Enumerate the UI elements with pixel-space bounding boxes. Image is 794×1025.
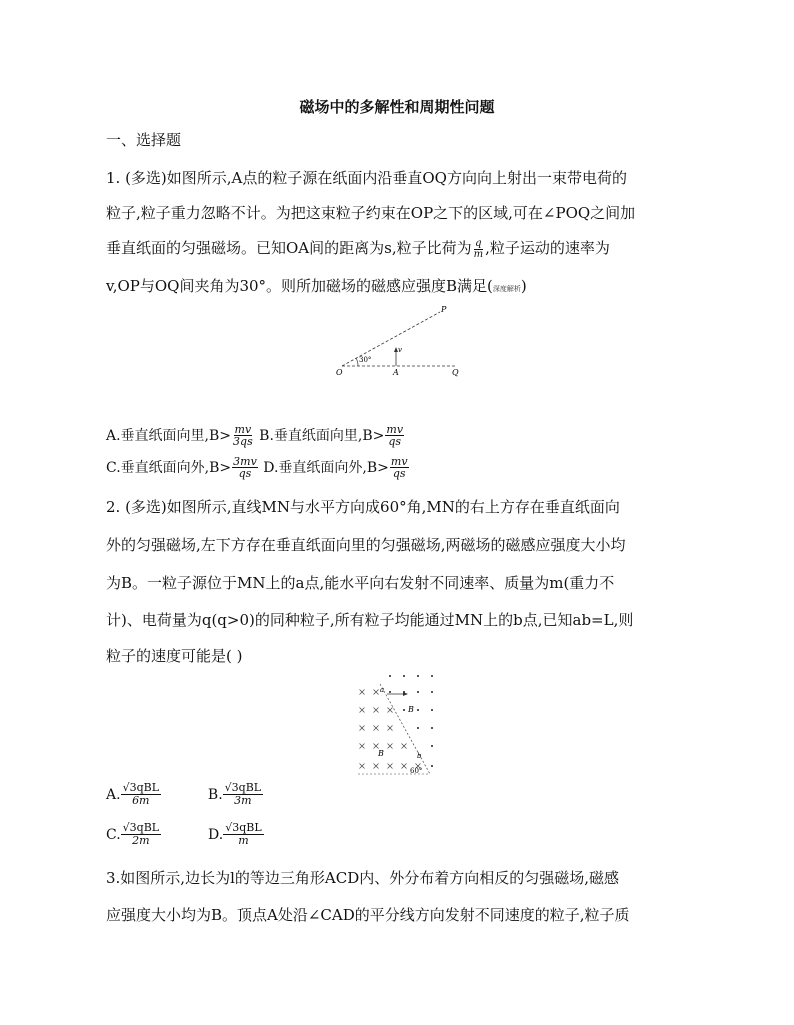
page-title: 磁场中的多解性和周期性问题 [299, 98, 495, 116]
field-in-cross [388, 726, 393, 731]
field-in-cross [374, 744, 379, 749]
field-in-cross [388, 764, 393, 769]
q1-line2: 粒子,粒子重力忽略不计。为把这束粒子约束在OP之下的区域,可在∠POQ之间加 [106, 204, 636, 222]
q3-line2: 应强度大小均为B。顶点A处沿∠CAD的平分线方向发射不同速度的粒子,粒子质 [106, 906, 630, 924]
field-out-dot [417, 709, 419, 711]
field-out-dot [417, 691, 419, 693]
q1-line3-tail: ,粒子运动的速率为 [485, 239, 610, 257]
label-a: a [380, 686, 385, 694]
label-B-lower: B [378, 749, 384, 758]
field-in-cross [360, 726, 365, 731]
field-out-dot [431, 675, 433, 677]
label-v: v [398, 346, 402, 354]
field-in-cross [374, 690, 379, 695]
angle-arc [356, 358, 358, 366]
charge-mass-ratio [473, 239, 484, 260]
q1-options-row1 [106, 424, 405, 447]
q2-line2: 外的匀强磁场,左下方存在垂直纸面向里的匀强磁场,两磁场的磁感应强度大小均 [106, 536, 626, 554]
field-out-dot [403, 675, 405, 677]
label-30deg: 30° [359, 356, 372, 364]
field-in-cross [360, 764, 365, 769]
section-heading: 一、选择题 [106, 131, 182, 149]
q2-line5: 粒子的速度可能是( ) [106, 647, 243, 665]
field-in-cross [388, 744, 393, 749]
field-in-cross [374, 726, 379, 731]
label-A: A [393, 368, 399, 377]
field-in-cross [388, 708, 393, 713]
q2-option-C[interactable]: C. $\frac{\text{√3qBL}}{2m}$ [106, 821, 160, 847]
label-Q: Q [452, 368, 459, 377]
field-in-cross [360, 708, 365, 713]
label-60deg: 60° [410, 767, 423, 775]
q1-figure [330, 300, 470, 380]
field-in-cross [402, 764, 407, 769]
q2-line4: 计)、电荷量为q(q>0)的同种粒子,所有粒子均能通过MN上的b点,已知ab=L,则 [106, 611, 634, 629]
line-MN [380, 684, 430, 774]
q1-line4-text: v,OP与OQ间夹角为30°。则所加磁场的磁感应强度B满足( [106, 277, 493, 295]
field-in-cross [374, 708, 379, 713]
label-P: P [441, 305, 447, 314]
field-out-dot [403, 709, 405, 711]
field-out-dot [431, 745, 433, 747]
q1-line4 [106, 276, 527, 299]
line-OP [342, 312, 440, 366]
field-out-dot [431, 727, 433, 729]
q1-option-C[interactable]: C.垂直纸面向外,B> $\frac{3mv}{qs}$ [106, 455, 257, 480]
frac-den: m [473, 248, 484, 260]
q2-line3: 为B。一粒子源位于MN上的a点,能水平向右发射不同速率、质量为m(重力不 [106, 574, 615, 592]
field-in-cross [360, 744, 365, 749]
q2-options-row1 [106, 782, 263, 807]
label-B-upper: B [408, 705, 414, 714]
q1-line3-text: 垂直纸面的匀强磁场。已知OA间的距离为s,粒子比荷为 [106, 239, 472, 257]
q3-line1: 3.如图所示,边长为l的等边三角形ACD内、外分布着方向相反的匀强磁场,磁感 [106, 869, 619, 887]
field-out-dot [389, 675, 391, 677]
q1-line3 [106, 238, 610, 260]
field-out-dot [417, 727, 419, 729]
field-out-dot [431, 691, 433, 693]
field-out-dot [431, 709, 433, 711]
field-out-dot [431, 765, 433, 767]
q2-line1: 2. (多选)如图所示,直线MN与水平方向成60°角,MN的右上方存在垂直纸面向 [106, 498, 620, 516]
q2-figure [350, 670, 440, 780]
q1-options-row2 [106, 456, 410, 479]
dots-field [389, 675, 433, 767]
q1-line4-end: ) [520, 277, 527, 295]
field-in-cross [402, 744, 407, 749]
field-out-dot [417, 675, 419, 677]
q1-option-B[interactable]: B.垂直纸面向里,B> $\frac{mv}{qs}$ [254, 423, 404, 448]
field-in-cross [360, 690, 365, 695]
q2-options-row2 [106, 822, 264, 847]
label-b: b [417, 752, 422, 760]
q2-option-A[interactable]: A. $\frac{\text{√3qBL}}{6m}$ [106, 781, 159, 807]
q2-option-D[interactable]: D. $\frac{\text{√3qBL}}{m}$ [208, 821, 262, 847]
q1-option-A[interactable]: A.垂直纸面向里,B> $\frac{mv}{3qs}$ [106, 423, 253, 448]
field-out-dot [389, 691, 391, 693]
q1-option-D[interactable]: D.垂直纸面向外,B> $\frac{mv}{qs}$ [258, 455, 408, 480]
velocity-arrowhead-a [403, 692, 408, 696]
frac-num: q [475, 237, 482, 249]
field-in-cross [374, 764, 379, 769]
q1-line1: 1. (多选)如图所示,A点的粒子源在纸面内沿垂直OQ方向向上射出一束带电荷的 [106, 169, 627, 187]
q1-note: 深度解析 [492, 285, 521, 293]
label-O: O [336, 368, 343, 377]
q2-option-B[interactable]: B. $\frac{\text{√3qBL}}{3m}$ [207, 781, 262, 807]
